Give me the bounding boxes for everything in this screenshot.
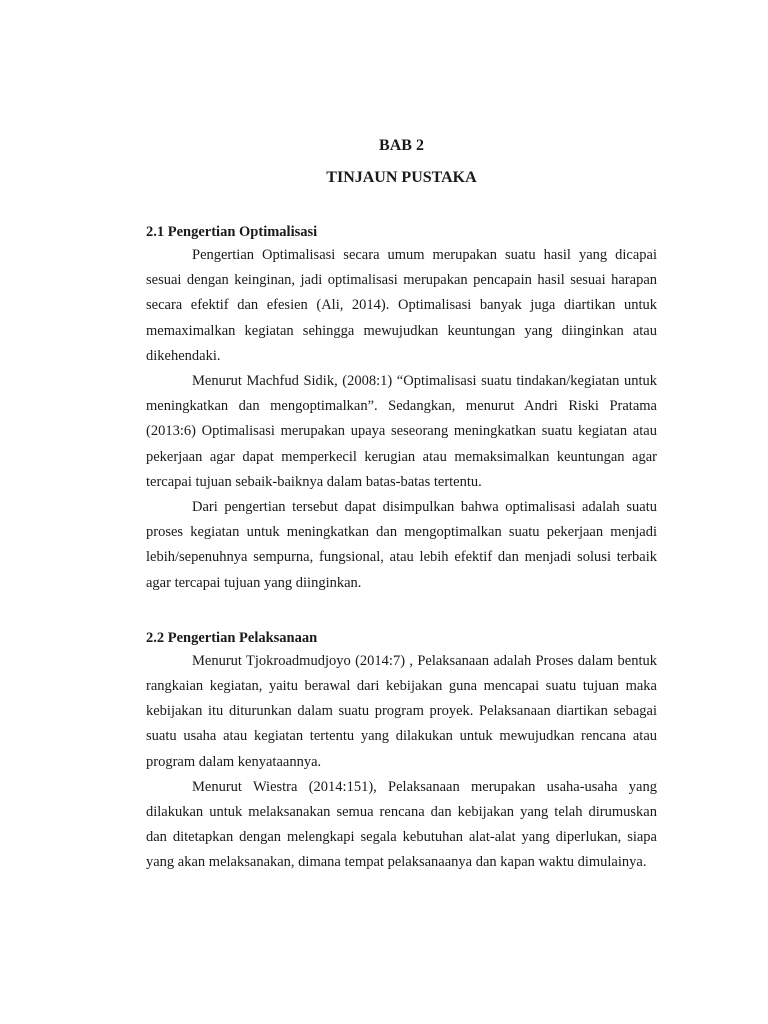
- paragraph: Pengertian Optimalisasi secara umum merupakan suatu hasil yang dicapai sesuai dengan keinginan, jadi optimalisasi merupakan pencapain hasil sesuai harapan secara efektif dan efesien (Ali, 2014). Optimalisasi banyak juga diartikan untuk memaximalkan kegiatan sehingga mewujudkan keuntungan yang diinginkan atau dikehendaki.: [146, 247, 657, 364]
- section-heading-optimalisasi: 2.1 Pengertian Optimalisasi: [146, 224, 318, 240]
- paragraph: Menurut Tjokroadmudjoyo (2014:7) , Pelaksanaan adalah Proses dalam bentuk rangkaian kegiatan, yaitu berawal dari kebijakan guna mencapai suatu tujuan maka kebijakan itu diturunkan dalam suatu program proyek. Pelaksanaan diartikan sebagai suatu usaha atau kegiatan tertentu yang dilakukan untuk mewujudkan rencana atau program dalam kenyataannya.: [146, 652, 657, 770]
- section-heading-pelaksanaan: 2.2 Pengertian Pelaksanaan: [146, 629, 318, 646]
- chapter-title: TINJAUN PUSTAKA: [326, 169, 477, 186]
- paragraph: Menurut Wiestra (2014:151), Pelaksanaan merupakan usaha-usaha yang dilakukan untuk melaksanakan semua rencana dan kebijakan yang telah dirumuskan dan ditetapkan dengan melengkapi segala kebutuhan alat-alat yang diperlukan, siapa yang akan melaksanakan, dimana tempat pelaksanaanya dan kapan waktu dimulainya.: [146, 778, 657, 871]
- paragraph: Dari pengertian tersebut dapat disimpulkan bahwa optimalisasi adalah suatu proses kegiatan untuk meningkatkan dan mengoptimalkan suatu pekerjaan menjadi lebih/sepenuhnya sempurna, fungsional, atau lebih efektif dan menjadi solusi terbaik agar tercapai tujuan yang diinginkan.: [146, 499, 657, 591]
- document-page: [146, 130, 657, 876]
- chapter-number: BAB 2: [379, 137, 424, 154]
- paragraph: Menurut Machfud Sidik, (2008:1) “Optimalisasi suatu tindakan/kegiatan untuk meningkatkan dan mengoptimalkan”. Sedangkan, menurut Andri Riski Pratama (2013:6) Optimalisasi merupakan upaya seseorang meningkatkan suatu kegiatan atau pekerjaan agar dapat memperkecil kerugian atau memaksimalkan keuntungan agar tercapai tujuan sebaik-baiknya dalam batas-batas tertentu.: [146, 373, 657, 490]
